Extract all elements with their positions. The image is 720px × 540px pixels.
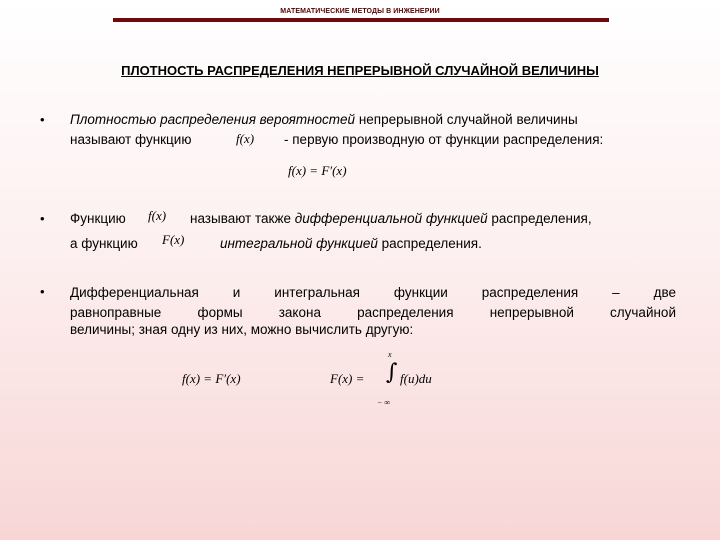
integral-lower-limit: − ∞ (377, 398, 391, 407)
slide-title: ПЛОТНОСТЬ РАСПРЕДЕЛЕНИЯ НЕПРЕРЫВНОЙ СЛУЧАЙНОЙ ВЕЛИЧИНЫ (121, 63, 599, 78)
formula-integral-lhs: F(x) = (330, 371, 365, 386)
bullet-2-line-2-start: а функцию (70, 236, 138, 251)
bullet-2-line-1-mid: называют также (190, 211, 291, 226)
header-divider (113, 18, 609, 22)
bullet-1-line-1-rest: непрерывной случайной величины (355, 112, 578, 127)
bullet-2-line-1-rest (190, 211, 592, 226)
integral-sign: ∫ (386, 360, 398, 385)
bullet-2-line-1-start: Функцию (70, 211, 126, 226)
formula-derivative-1: f(x) = F′(x) (288, 163, 347, 178)
integrand: f(u)du (400, 371, 432, 386)
header-title: МАТЕМАТИЧЕСКИЕ МЕТОДЫ В ИНЖЕНЕРИИ (280, 8, 440, 15)
formula-f-of-x-1: f(x) (236, 131, 255, 146)
bullet-1-line-1 (70, 112, 578, 127)
bullet-marker-3: • (40, 284, 45, 299)
bullet-3-line-2: равноправные формы закона распределения непрерывной случайной (70, 305, 676, 320)
bullet-3-line-1: Дифференциальная и интегральная функции распределения – две (70, 285, 676, 300)
bullet-2-line-1-end: распределения, (487, 211, 592, 226)
bullet-marker-2: • (40, 211, 45, 226)
formula-F-of-x: F(x) (162, 232, 185, 247)
bullet-1-line-2-text: называют функцию (70, 132, 192, 147)
term-integral-function: интегральной функцией (220, 236, 378, 251)
bullet-marker-1: • (40, 112, 45, 127)
bullet-2-line-2-rest (220, 236, 482, 251)
formula-derivative-2: f(x) = F′(x) (182, 371, 241, 386)
integral-upper-limit: x (388, 350, 392, 359)
term-differential-function: дифференциальной функцией (294, 211, 488, 226)
formula-f-of-x-2: f(x) (148, 208, 167, 223)
term-density: Плотностью распределения вероятностей (70, 112, 356, 127)
bullet-1-line-2-end: - первую производную от функции распределения: (284, 132, 604, 147)
bullet-3-line-3: величины; зная одну из них, можно вычислить другую: (70, 322, 414, 337)
bullet-2-line-2-end: распределения. (377, 236, 482, 251)
